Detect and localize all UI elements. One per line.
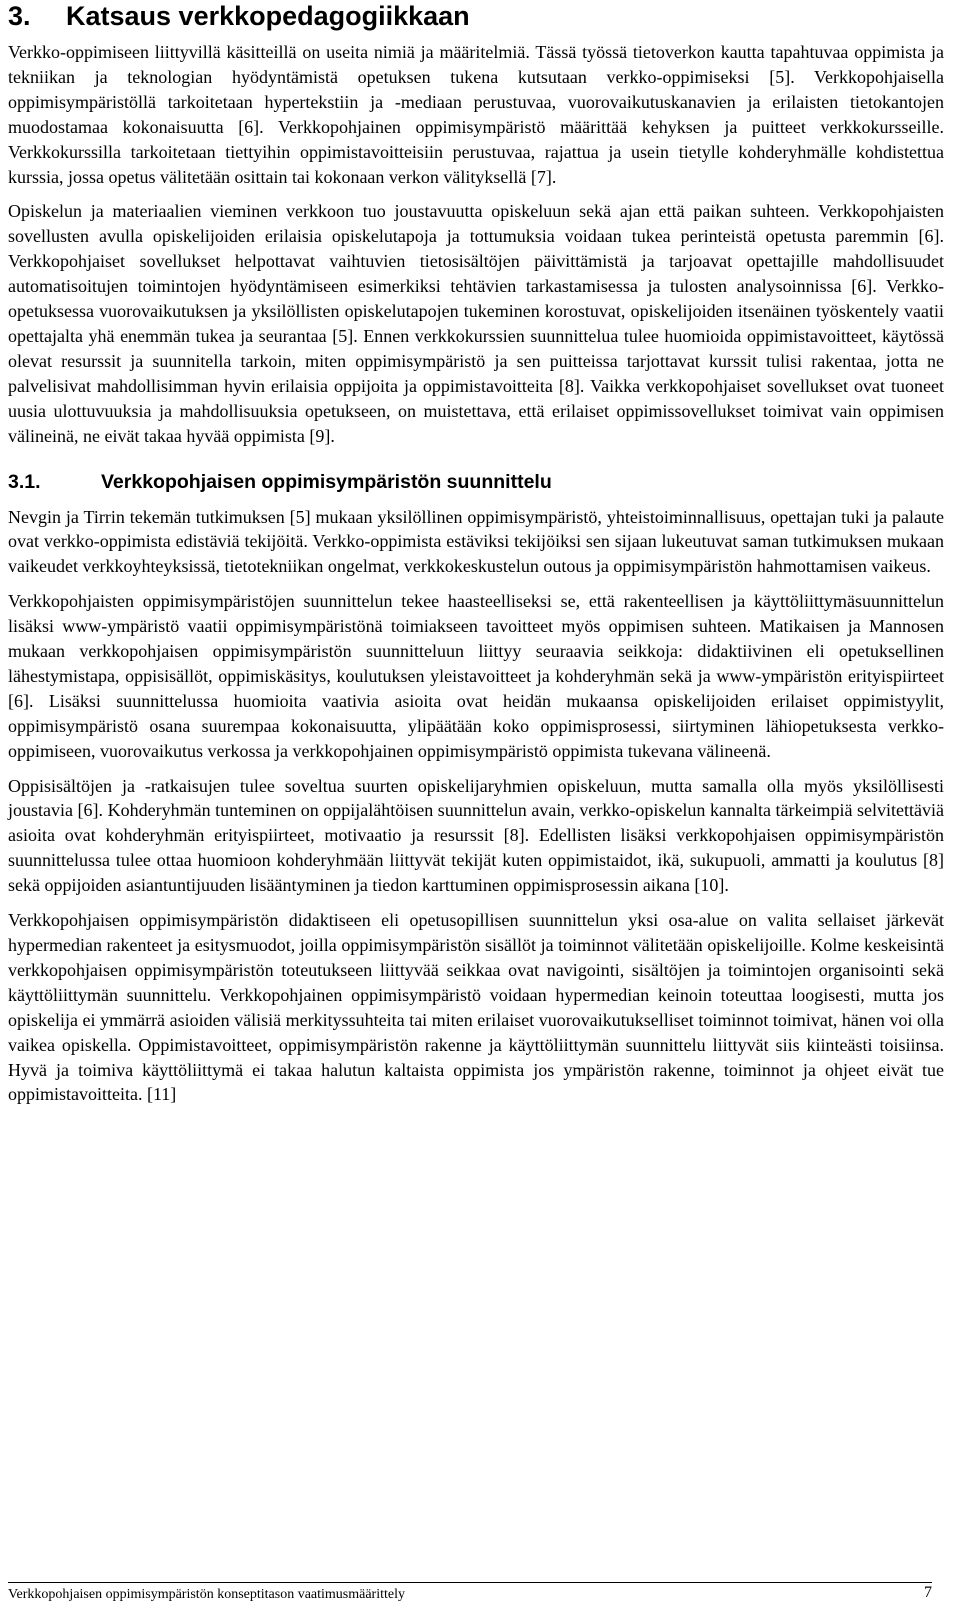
paragraph: Opiskelun ja materiaalien vieminen verkkoon tuo joustavuutta opiskeluun sekä ajan että paikan suhteen. Verkkopohjaisten sovellusten avulla opiskelijoiden erilaisia opiskelutapoja ja tottumuksia voidaan tukea perinteistä opetusta paremmin [6]. Verkkopohjaiset sovellukset helpottavat vaihtuvien tietosisältöjen päivittämistä ja tarjoavat opettajille mahdollisuudet automatisoitujen toimintojen hyödyntämiseen esimerkiksi tehtävien tarkastamisessa ja tulosten analysoinnissa [6]. Verkko-opetuksessa vuorovaikutuksen ja yksilöllisten opiskelutapojen tukeminen korostuvat, opiskelijoiden itsenäinen työskentely vaatii opettajalta yhä enemmän tukea ja seurantaa [5]. Ennen verkkokurssien suunnittelua tulee huomioida oppimistavoitteet, käytössä olevat resurssit ja suunnitella tarkoin, miten oppimisympäristö ja sen puitteissa tarjottavat kurssit tulisi rakentaa, jotta ne palvelisivat mahdollisimman hyvin erilaisia oppijoita ja oppimistavoitteita [8]. Vaikka verkkopohjaiset sovellukset ovat tuoneet uusia ulottuvuuksia ja mahdollisuuksia opetukseen, on muistettava, että erilaiset oppimissovellukset toimivat vain oppimisen välineinä, ne eivät takaa hyvää oppimista [9]. (8, 201, 944, 446)
paragraph: Verkkopohjaisen oppimisympäristön didaktiseen eli opetusopillisen suunnittelun yksi osa-alue on valita sellaiset järkevät hypermedian rakenteet ja esitysmuodot, joilla oppimisympäristön sisällöt ja toiminnot välitetään opiskelijoille. Kolme keskeisintä verkkopohjaisen oppimisympäristön toteutukseen liittyvää seikkaa ovat navigointi, sisältöjen ja toimintojen organisointi sekä käyttöliittymän suunnittelu. Verkkopohjainen oppimisympäristö voidaan hypermedian keinoin toteuttaa loogisesti, mutta jos opiskelija ei ymmärrä asioiden välisiä merkityssuhteita tai miten erilaiset vuorovaikutukselliset toiminnot toimivat, hänen voi olla vaikea opiskella. Oppimistavoitteet, oppimisympäristön rakenne ja käyttöliittymän suunnittelu liittyvät siis kiinteästi toisiinsa. Hyvä ja toimiva käyttöliittymä ei takaa halutun kaltaista oppimista jos ympäristön rakenne, toiminnot ja ohjeet eivät tue oppimistavoitteita. [11] (8, 910, 944, 1105)
paragraph: Verkko-oppimiseen liittyvillä käsitteillä on useita nimiä ja määritelmiä. Tässä työssä tietoverkon kautta tapahtuvaa oppimista ja tekniikan ja teknologian hyödyntämistä opetuksen tukena kutsutaan verkko-oppimiseksi [5]. Verkkopohjaisella oppimisympäristöllä tarkoitetaan hypertekstiin ja -mediaan perustuvaa, vuorovaikutuskanavien ja erilaisten tietokantojen muodostamaa kokonaisuutta [6]. Verkkopohjainen oppimisympäristö määrittää kehyksen ja puitteet verkkokursseille. Verkkokurssilla tarkoitetaan tiettyihin oppimistavoitteisiin perustuvaa, rajattua ja usein tietylle kohderyhmälle kohdistettua kurssia, jossa opetus välitetään osittain tai kokonaan verkon välityksellä [7]. (8, 42, 944, 187)
chapter-title: Katsaus verkkopedagogiikkaan (66, 1, 470, 31)
page-number: 7 (924, 1584, 932, 1601)
page-footer (8, 1582, 932, 1604)
paragraph: Oppisisältöjen ja -ratkaisujen tulee soveltua suurten opiskelijaryhmien opiskeluun, mutta samalla olla myös yksilöllisesti joustavia [6]. Kohderyhmän tunteminen on oppijalähtöisen suunnittelun avain, verkko-opiskelun kannalta tärkeimpiä selvitettäviä asioita ovat kohderyhmän erityispiirteet, motivaatio ja resurssit [8]. Edellisten lisäksi verkkopohjaisen oppimisympäristön suunnittelussa tulee ottaa huomioon kohderyhmään liittyvät tekijät kuten oppimistaidot, ikä, sukupuoli, ammatti ja koulutus [8] sekä oppijoiden asiantuntijuuden lisääntyminen ja tiedon karttuminen oppimisprosessin aikana [10]. (8, 775, 944, 896)
chapter-number: 3. (8, 1, 31, 31)
paragraph: Nevgin ja Tirrin tekemän tutkimuksen [5] mukaan yksilöllinen oppimisympäristö, yhteistoiminnallisuus, opettajan tuki ja palaute ovat verkko-oppimista edistäviä tekijöitä. Verkko-oppimista estäviksi tekijöiksi sen sijaan lukeutuvat saman tutkimuksen mukaan vaikeudet verkkoyhteyksissä, tietotekniikan ongelmat, verkkokeskustelun outous ja oppimisympäristön hahmottamisen vaikeus. (8, 506, 944, 577)
section-heading (8, 469, 944, 495)
paragraph: Verkkopohjaisten oppimisympäristöjen suunnittelun tekee haasteelliseksi se, että rakenteellisen ja käyttöliittymäsuunnittelun lisäksi www-ympäristö vaatii oppimisympäristönä toimiakseen tavoitteet myös oppimisen suhteen. Matikaisen ja Mannosen mukaan verkkopohjaisen oppimisympäristön suunnitteluun liittyy seuraavia seikkoja: didaktiivinen eli opetuksellinen lähestymistapa, oppisisällöt, oppimiskäsitys, koulutuksen yleistavoitteet ja kohderyhmän sekä ja www-ympäristön erityispiirteet [6]. Lisäksi suunnittelussa huomioita vaativia asioita ovat heidän mukaansa opiskelijoiden erilaiset oppimistyylit, oppimisympäristö osana suurempaa kokonaisuutta, ylipäätään koko oppimisprosessi, siirtyminen lähiopetuksesta verkko-oppimiseen, vuorovaikutus verkossa ja verkkopohjainen oppimisympäristö oppimista tukevana välineenä. (8, 591, 944, 761)
section-title: Verkkopohjaisen oppimisympäristön suunnittelu (101, 470, 552, 493)
section-number: 3.1. (8, 470, 41, 493)
footer-title: Verkkopohjaisen oppimisympäristön konseptitason vaatimusmäärittely (8, 1587, 405, 1602)
chapter-heading (8, 0, 944, 34)
document-page (8, 0, 944, 1107)
